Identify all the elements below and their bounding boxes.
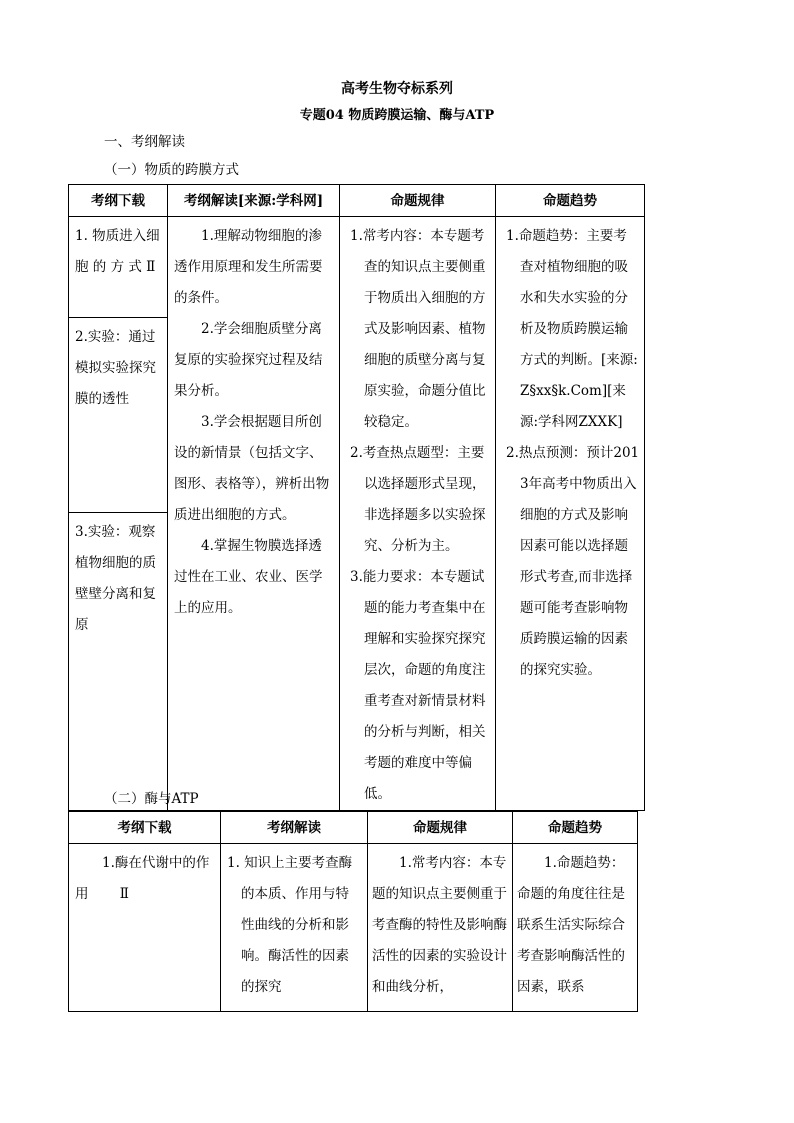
table-paragraph: 1.常考内容：本专题考查的知识点主要侧重于物质出入细胞的方式及影响因素、植物细胞的质壁分离与复原实验，命题分值比较稳定。 xyxy=(350,228,486,430)
table-paragraph: 3.能力要求：本专题试题的能力考查集中在理解和实验探究探究层次，命题的角度注重考查对新情景材料的分析与判断，相关考题的难度中等偏低。 xyxy=(350,569,486,802)
table-cell: 1. 物质进入细胞 的 方 式 Ⅱ xyxy=(69,217,168,318)
table-cell: 1.命题趋势：命题的角度往往是联系生活实际综合考查影响酶活性的因素，联系 xyxy=(513,844,638,1012)
table-header-cell: 命题规律 xyxy=(340,185,496,217)
table-row xyxy=(69,844,638,1012)
table-paragraph: 3.学会根据题目所创设的新情景（包括文字、图形、表格等），辨析出物质进出细胞的方式。 xyxy=(174,414,330,523)
table-paragraph: 1. 知识上主要考查酶的本质、作用与特性曲线的分析和影响。酶活性的因素的探究 xyxy=(227,855,353,995)
subsection-heading-1: （一）物质的跨膜方式 xyxy=(104,162,239,178)
table-header-cell: 命题趋势 xyxy=(496,185,645,217)
table-cell: 3.实验：观察植物细胞的质壁壁分离和复原 xyxy=(69,513,168,811)
table-cell: 1.常考内容：本专题的知识点主要侧重于考查酶的特性及影响酶活性的因素的实验设计和曲线分析， xyxy=(368,844,513,1012)
syllabus-table-2 xyxy=(68,811,638,1012)
table-cell xyxy=(168,217,340,811)
table-header-cell: 考纲下载 xyxy=(69,812,221,844)
table-paragraph: 2.学会细胞质壁分离复原的实验探究过程及结果分析。 xyxy=(174,321,323,399)
table-header-cell: 命题趋势 xyxy=(513,812,638,844)
table-cell xyxy=(221,844,368,1012)
document-subtitle: 专题04 物质跨膜运输、酶与ATP xyxy=(299,108,495,123)
section-heading: 一、考纲解读 xyxy=(104,134,185,150)
table-paragraph: 1.理解动物细胞的渗透作用原理和发生所需要的条件。 xyxy=(174,228,323,306)
table-paragraph: 4.掌握生物膜选择透过性在工业、农业、医学上的应用。 xyxy=(174,538,323,616)
table-header-cell: 命题规律 xyxy=(368,812,513,844)
table-paragraph: 2.热点预测：预计2013年高考中物质出入细胞的方式及影响因素可能以选择题形式考查,而非选择题可能考查影响物质跨膜运输的因素的探究实验。 xyxy=(506,445,640,678)
table-paragraph: 1.命题趋势：主要考查对植物细胞的吸水和失水实验的分析及物质跨膜运输方式的判断。[来源:Z§xx§k.Com][来源:学科网ZXXK] xyxy=(506,228,638,430)
table-header-cell: 考纲解读 xyxy=(221,812,368,844)
document-title: 高考生物夺标系列 xyxy=(341,81,453,97)
table-cell xyxy=(340,217,496,811)
syllabus-table-1 xyxy=(68,184,645,811)
table-paragraph: 2.考查热点题型：主要以选择题形式呈现，非选择题多以实验探究、分析为主。 xyxy=(350,445,486,554)
table-row xyxy=(69,217,645,318)
table-cell: 2.实验：通过模拟实验探究膜的透性 xyxy=(69,317,168,513)
table-cell xyxy=(496,217,645,811)
table-header-cell: 考纲下载 xyxy=(69,185,168,217)
table-header-row xyxy=(69,185,645,217)
table-header-row xyxy=(69,812,638,844)
subsection-heading-2: （二）酶与ATP xyxy=(104,791,199,807)
table-header-cell: 考纲解读[来源:学科网] xyxy=(168,185,340,217)
table-cell: 1.酶在代谢中的作用 Ⅱ xyxy=(69,844,221,1012)
